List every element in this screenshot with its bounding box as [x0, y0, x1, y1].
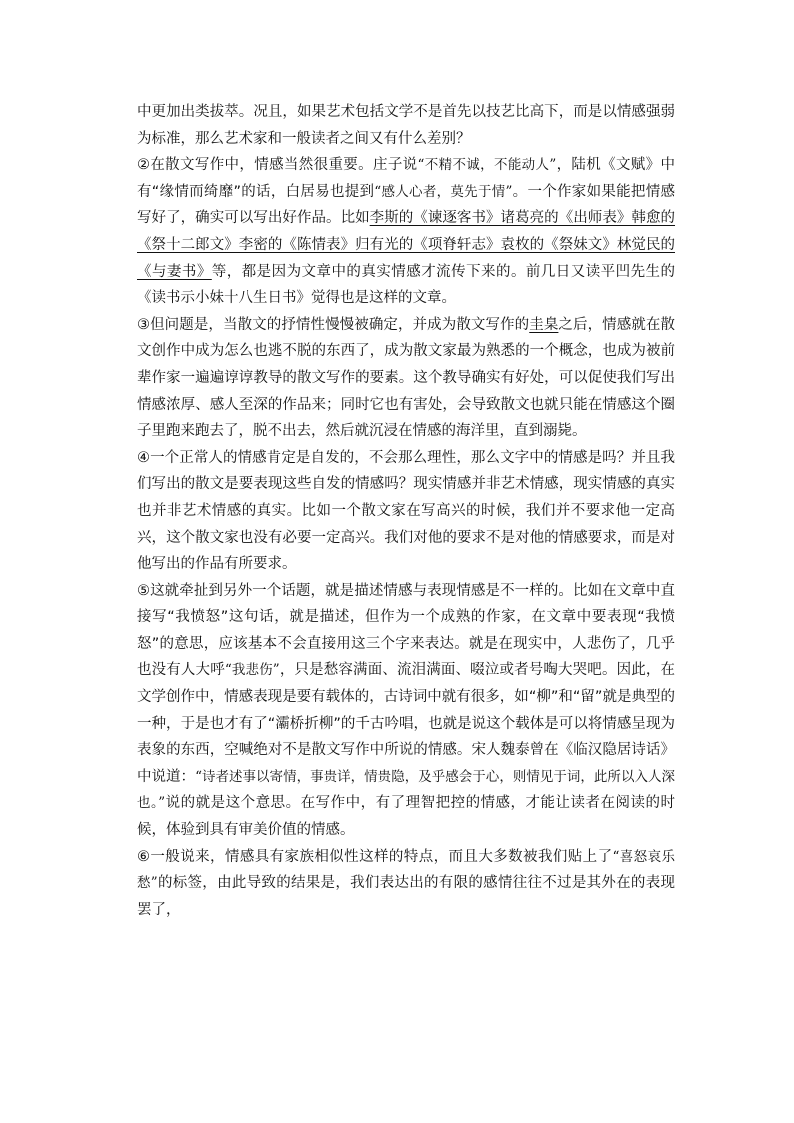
paragraph-segment: 。一个作家如果能把情感写好了，确实可以写出好作品。比如 [137, 183, 675, 227]
paragraph-p2 [137, 152, 675, 312]
paragraph-segment: 李斯的《谏逐客书》诸葛亮的《出师表》韩愈的《祭十二郎文》李密的《陈情表》归有光的《项脊轩志》袁枚的《祭妹文》林觉民的《与妻书》 [137, 210, 676, 280]
paragraph-segment: ②在散文写作中，情感当然很重要。庄子说 [137, 157, 418, 174]
article-body [137, 99, 675, 923]
paragraph-segment: ④一个正常人的情感肯定是自发的，不会那么理性，那么文字中的情感是吗？并且我们写出的散文是要表现这些自发的情感吗？现实情感并非艺术情感，现实情感的真实也并非艺术情感的真实。比如一个散文家在写高兴的时候，我们并不要求他一定高兴，这个散文家也没有必要一定高兴。我们对他的要求不是对他的情感要求，而是对他写出的作品有所要求。 [137, 449, 675, 573]
paragraph-segment: 之后，情感就在散文创作中成为怎么也逃不脱的东西了，成为散文家最为熟悉的一个概念，也成为被前辈作家一遍遍谆谆教导的散文写作的要素。这个教导确实有好处，可以促使我们写出情感浓厚、感人至深的作品来；同时它也有害处，会导致散文也就只能在情感这个圈子里跑来跑去了，脱不出去，然后就沉浸在情感的海洋里，直到溺毙。 [137, 316, 676, 440]
paragraph-segment: “不精不诚，不能动人” [417, 157, 557, 174]
paragraph-segment: 中更加出类拔萃。况且，如果艺术包括文学不是首先以技艺比高下，而是以情感强弱为标准，那么艺术家和一般读者之间又有什么差别？ [137, 104, 675, 147]
paragraph-segment: 等，都是因为文章中的真实情感才流传下来的。前几日又读平凹先生的《读书示小妹十八生日书》觉得也是这样的文章。 [137, 263, 676, 307]
paragraph-segment: 说的就是这个意思。在写作中，有了理智把控的情感，才能让读者在阅读的时候，体验到具有审美价值的情感。 [137, 795, 676, 839]
paragraph-segment: “感人心者，莫先于情” [374, 183, 513, 200]
paragraph-p4 [137, 445, 675, 578]
paragraph-p6 [137, 844, 675, 924]
paragraph-segment: ⑥一般说来，情感具有家族相似性这样的特点，而且大多数被我们贴上了 [137, 848, 613, 865]
paragraph-p3 [137, 312, 675, 445]
paragraph-p5 [137, 578, 675, 844]
paragraph-segment: ③但问题是，当散文的抒情性慢慢被确定，并成为散文写作的 [137, 316, 530, 333]
paragraph-segment: “喜怒哀乐愁” [137, 848, 675, 892]
paragraph-segment: ，只是愁容满面、流泪满面、啜泣或者号啕大哭吧。因此，在文学创作中，情感表现是要有载体的，古诗词中就有很多，如“柳”和“留”就是典型的一种，于是也才有了“灞桥折柳”的千古吟唱，也就是说这个载体是可以将情感呈现为表象的东西，空喊绝对不是散文写作中所说的情感。宋人魏泰曾在《临汉隐居诗话》中说道： [137, 662, 676, 785]
paragraph-segment: “诗者述事以寄情，事贵详，情贵隐，及乎感会于心，则情见于词，此所以入人深也。” [137, 768, 675, 812]
paragraph-segment: ⑤这就牵扯到另外一个话题，就是描述情感与表现情感是不一样的。比如在文章中直接写“我愤怒”这句话，就是描述，但作为一个成熟的作家，在文章中要表现“我愤怒”的意思，应该基本不会直接用这三个字来表达。就是在现实中，人悲伤了，几乎也没有人大呼 [137, 582, 675, 679]
paragraph-segment: 的标签，由此导致的结果是，我们表达出的有限的感情往往不过是其外在的表现罢了， [137, 875, 675, 918]
paragraph-segment: “我悲伤” [224, 662, 280, 679]
paragraph-p-intro-continuation [137, 99, 675, 152]
paragraph-segment: 圭臬 [529, 316, 559, 333]
paragraph-segment: ，陆机《文赋》中有“缘情而绮靡”的话，白居易也提到 [137, 157, 675, 200]
